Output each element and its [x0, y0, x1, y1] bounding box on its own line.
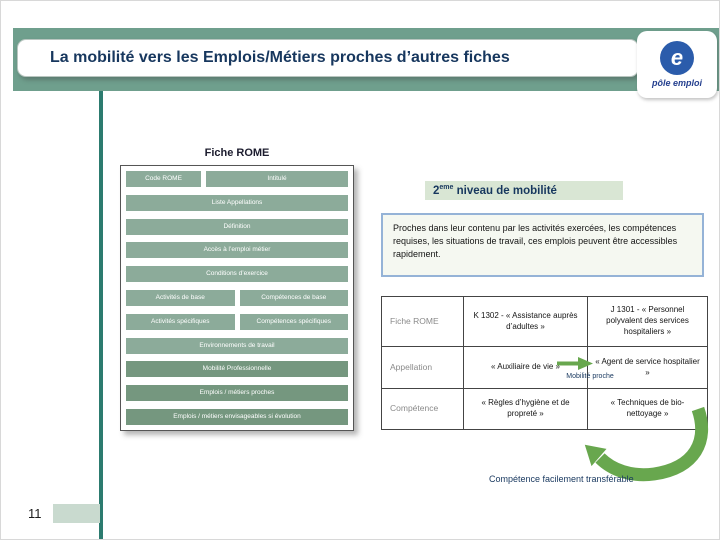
level-rest: niveau de mobilité — [453, 184, 557, 197]
diagram-box-environnements-travail: Environnements de travail — [126, 338, 348, 354]
diagram-box-intitule: Intitulé — [206, 171, 348, 187]
diagram-row — [126, 409, 348, 425]
table-cell: K 1302 - « Assistance auprès d’adultes » — [464, 297, 588, 347]
table-cell: « Agent de service hospitalier » — [588, 347, 708, 389]
diagram-box-activites-de-base: Activités de base — [126, 290, 235, 306]
mobility-description-box: Proches dans leur contenu par les activités exercées, les compétences requises, les situations de travail, ces emplois peuvent être accessibles rapidement. — [381, 213, 704, 277]
table-cell: « Auxiliaire de vie » — [464, 347, 588, 389]
level-sup: eme — [439, 184, 454, 191]
diagram-box-activites-specifiques: Activités spécifiques — [126, 314, 235, 330]
level-number: 2 — [433, 184, 440, 197]
pole-emploi-logo-icon — [660, 41, 694, 75]
page-number: 11 — [28, 506, 42, 521]
diagram-row — [126, 242, 348, 258]
diagram-box-emplois-metiers-proches: Emplois / métiers proches — [126, 385, 348, 401]
diagram-box-competences-de-base: Compétences de base — [240, 290, 349, 306]
diagram-row — [126, 314, 348, 330]
diagram-box-liste-appellations: Liste Appellations — [126, 195, 348, 211]
mobility-arrow-icon — [557, 357, 593, 370]
diagram-box-code-rome: Code ROME — [126, 171, 201, 187]
logo-letter: e — [670, 45, 684, 70]
diagram-row — [126, 385, 348, 401]
diagram-row — [126, 361, 348, 377]
transfer-note: Compétence facilement transférable — [489, 474, 634, 484]
diagram-row — [126, 338, 348, 354]
diagram-box-emplois-envisageables: Emplois / métiers envisageables si évolution — [126, 409, 348, 425]
logo-brand-text: pôle emploi — [651, 78, 702, 88]
diagram-row — [126, 171, 348, 187]
page-title: La mobilité vers les Emplois/Métiers proches d’autres fiches — [50, 49, 510, 66]
diagram-row — [126, 219, 348, 235]
diagram-box-mobilite-professionnelle: Mobilité Professionnelle — [126, 361, 348, 377]
diagram-heading: Fiche ROME — [204, 147, 270, 159]
table-cell: J 1301 - « Personnel polyvalent des services hospitaliers » — [588, 297, 708, 347]
table-row-label: Appellation — [382, 347, 464, 389]
mobility-arrow-caption: Mobilité proche — [566, 373, 614, 380]
fiche-rome-diagram — [120, 165, 354, 431]
vertical-divider — [99, 91, 103, 540]
table-row-label: Fiche ROME — [382, 297, 464, 347]
table-cell: « Règles d’hygiène et de propreté » — [464, 389, 588, 430]
diagram-box-definition: Définition — [126, 219, 348, 235]
diagram-row — [126, 266, 348, 282]
pole-emploi-logo — [637, 31, 717, 98]
mobility-level-label — [425, 181, 623, 200]
diagram-row — [126, 195, 348, 211]
footer-bar — [53, 504, 100, 523]
title-card — [17, 39, 639, 77]
table-row-label: Compétence — [382, 389, 464, 430]
diagram-box-acces-emploi-metier: Accès à l’emploi métier — [126, 242, 348, 258]
diagram-row — [126, 290, 348, 306]
diagram-box-conditions-exercice: Conditions d’exercice — [126, 266, 348, 282]
diagram-box-competences-specifiques: Compétences spécifiques — [240, 314, 349, 330]
table-cell: « Techniques de bio-nettoyage » — [588, 389, 708, 430]
